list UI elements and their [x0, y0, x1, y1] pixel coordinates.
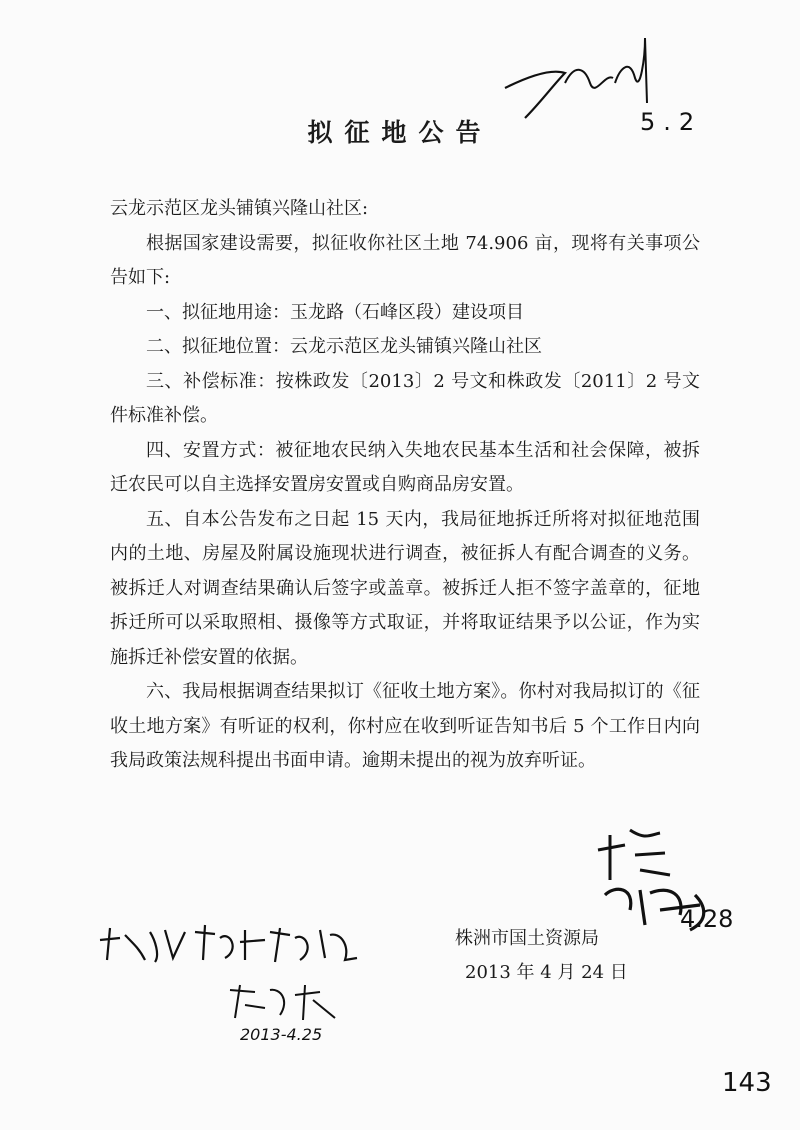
right-signature-date: 4.28 [680, 905, 734, 933]
handwritten-name [225, 980, 345, 1025]
paragraph-intro: 根据国家建设需要，拟征收你社区土地 74.906 亩，现将有关事项公告如下: [110, 232, 700, 288]
paragraph-location: 二、拟征地位置：云龙示范区龙头铺镇兴隆山社区 [146, 336, 542, 357]
paragraph-hearing: 六、我局根据调查结果拟订《征收土地方案》。你村对我局拟订的《征收土地方案》有听证的权利，你村应在收到听证告知书后 5 个工作日内向我局政策法规科提出书面申请。逾期未提出的视为放弃听证。 [110, 681, 700, 771]
paragraph-resettlement: 四、安置方式：被征地农民纳入失地农民基本生活和社会保障，被拆迁农民可以自主选择安置房安置或自购商品房安置。 [110, 439, 700, 495]
issuer-name: 株洲市国土资源局 [455, 928, 599, 949]
handwritten-comment [95, 920, 375, 970]
page-number: 143 [722, 1068, 772, 1098]
paragraph-survey: 五、自本公告发布之日起 15 天内，我局征地拆迁所将对拟征地范围内的土地、房屋及附属设施现状进行调查，被征拆人有配合调查的义务。被拆迁人对调查结果确认后签字或盖章。被拆迁人拒不签字盖章的，征地拆迁所可以采取照相、摄像等方式取证，并将取证结果予以公证，作为实施拆迁补偿安置的依据。 [110, 508, 700, 668]
issue-date: 2013 年 4 月 24 日 [465, 962, 628, 983]
notice-body [110, 192, 700, 779]
top-right-mark: 5.2 [640, 108, 703, 136]
addressee: 云龙示范区龙头铺镇兴隆山社区: [110, 198, 369, 219]
paragraph-usage: 一、拟征地用途：玉龙路（石峰区段）建设项目 [146, 301, 524, 323]
issuer-block [455, 922, 655, 990]
page-title: 拟征地公告 [307, 118, 493, 147]
handwritten-date: 2013-4.25 [240, 1025, 323, 1044]
paragraph-compensation: 三、补偿标准：按株政发〔2013〕2 号文和株政发〔2011〕2 号文件标准补偿。 [110, 370, 700, 426]
